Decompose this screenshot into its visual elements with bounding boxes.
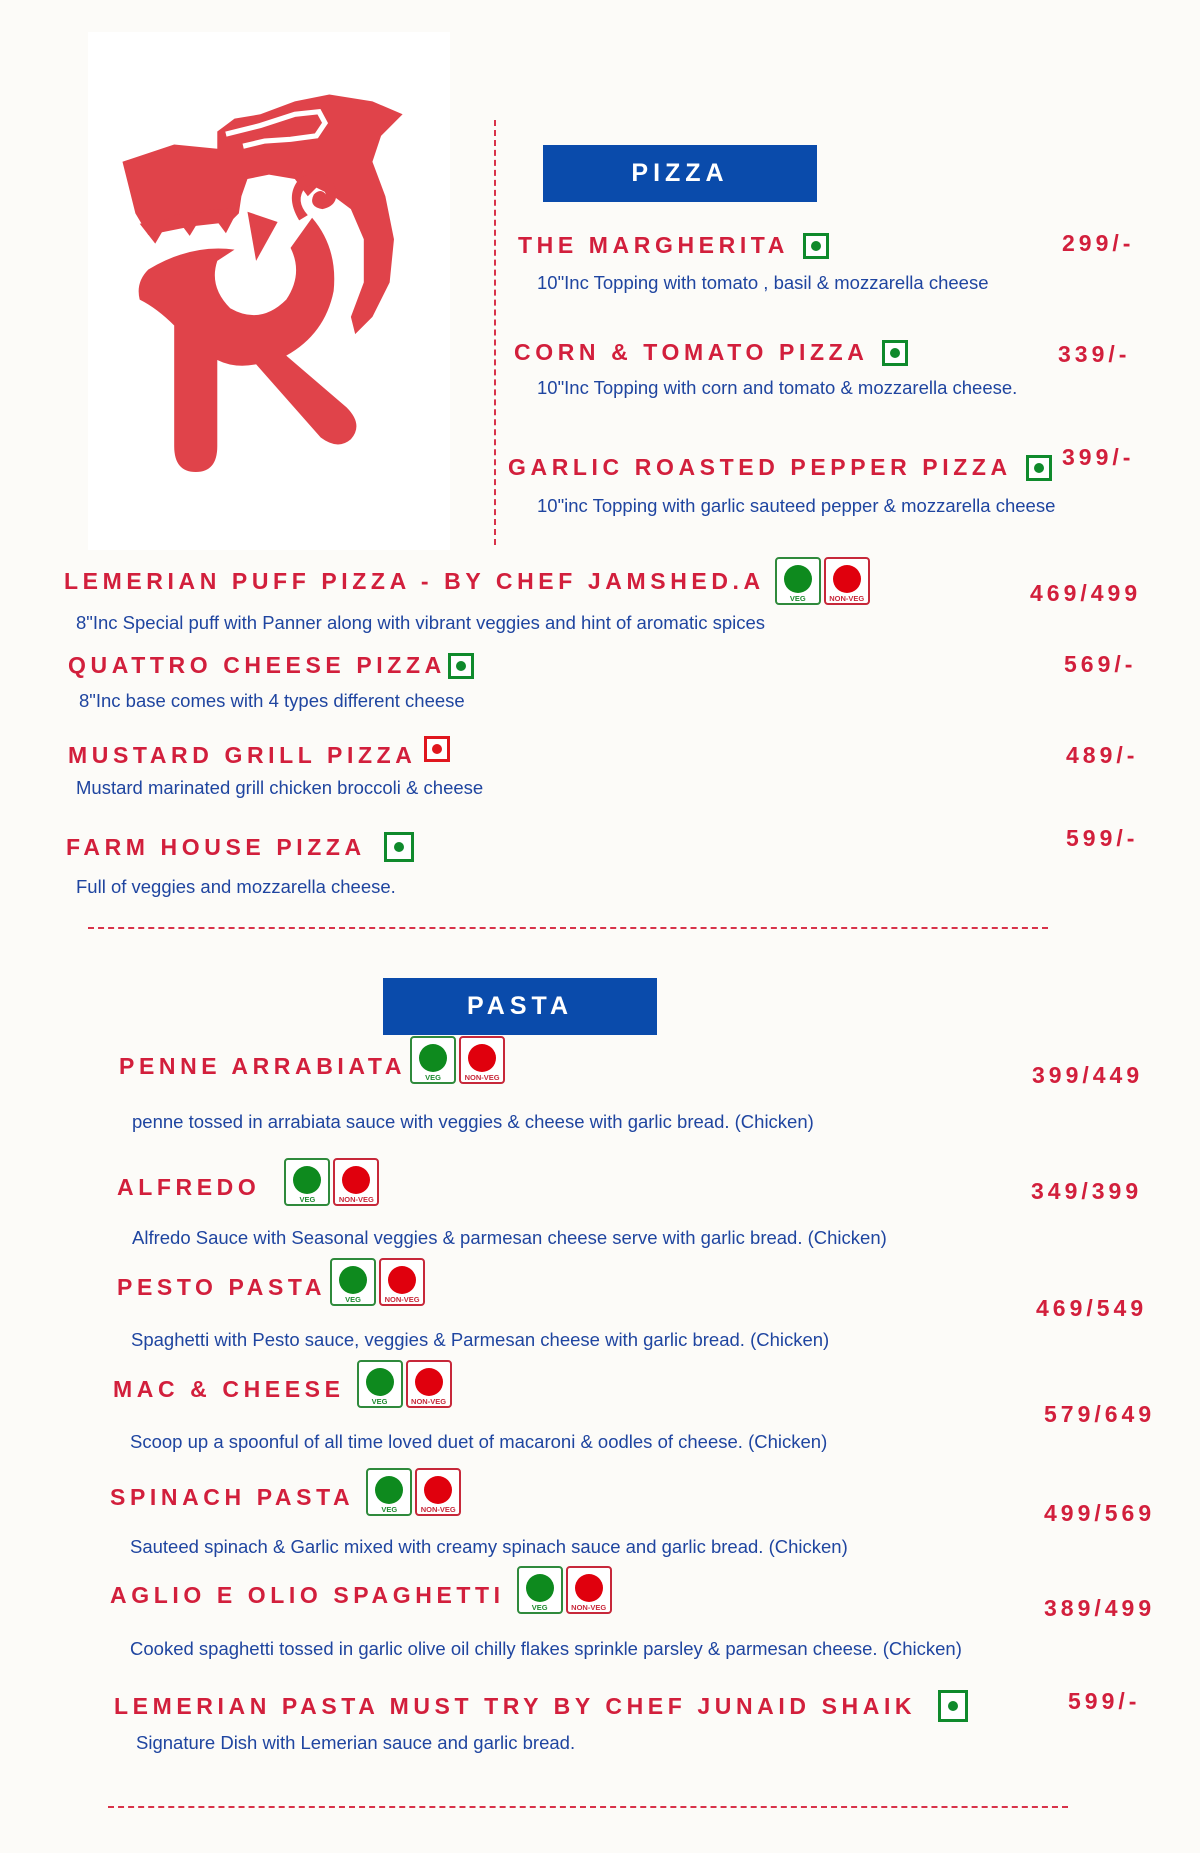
- lemerian-logo-icon: [88, 32, 450, 550]
- veg-badge-icon: VEG: [517, 1566, 563, 1614]
- menu-item-description: Signature Dish with Lemerian sauce and garlic bread.: [136, 1732, 576, 1753]
- veg-nonveg-badges: [775, 557, 870, 605]
- pizza-section-title: PIZZA: [631, 159, 729, 187]
- menu-item-price: 599/-: [1066, 825, 1139, 851]
- menu-item-price: 399/449: [1032, 1062, 1144, 1088]
- veg-icon: [448, 653, 474, 679]
- menu-item-name: CORN & TOMATO PIZZA: [514, 339, 908, 366]
- veg-badge-icon: VEG: [410, 1036, 456, 1084]
- menu-item-name: GARLIC ROASTED PEPPER PIZZA: [508, 454, 1052, 481]
- menu-item-name: THE MARGHERITA: [518, 232, 829, 259]
- menu-item-name: ALFREDO VEG NON-VEG: [117, 1168, 379, 1206]
- menu-item-price: 349/399: [1031, 1178, 1143, 1204]
- menu-item-description: Alfredo Sauce with Seasonal veggies & parmesan cheese serve with garlic bread. (Chicken): [132, 1227, 887, 1248]
- menu-item-description: Scoop up a spoonful of all time loved duet of macaroni & oodles of cheese. (Chicken): [130, 1431, 828, 1452]
- menu-item-name: LEMERIAN PASTA MUST TRY BY CHEF JUNAID SHAIK: [114, 1690, 968, 1722]
- menu-item-name: MUSTARD GRILL PIZZA: [68, 742, 450, 769]
- menu-item-name: PESTO PASTA VEG NON-VEG: [117, 1268, 425, 1306]
- nonveg-badge-icon: NON-VEG: [566, 1566, 612, 1614]
- menu-item-name: MAC & CHEESE VEG NON-VEG: [113, 1370, 452, 1408]
- veg-nonveg-badges: [410, 1036, 505, 1084]
- nonveg-badge-icon: NON-VEG: [406, 1360, 452, 1408]
- veg-nonveg-badges: [330, 1258, 425, 1306]
- pizza-section-header: [543, 145, 817, 202]
- menu-item-price: 299/-: [1062, 230, 1135, 256]
- veg-badge-icon: VEG: [330, 1258, 376, 1306]
- section-divider: [88, 927, 1048, 929]
- menu-item-description: penne tossed in arrabiata sauce with veggies & cheese with garlic bread. (Chicken): [132, 1111, 814, 1132]
- nonveg-badge-icon: NON-VEG: [333, 1158, 379, 1206]
- menu-item-name: LEMERIAN PUFF PIZZA - BY CHEF JAMSHED.A VEG NON-VEG: [64, 557, 870, 605]
- menu-item-price: 399/-: [1062, 444, 1135, 470]
- nonveg-badge-icon: NON-VEG: [379, 1258, 425, 1306]
- nonveg-badge-icon: NON-VEG: [415, 1468, 461, 1516]
- veg-badge-icon: VEG: [357, 1360, 403, 1408]
- nonveg-badge-icon: NON-VEG: [824, 557, 870, 605]
- section-divider: [108, 1806, 1068, 1808]
- menu-item-name: PENNE ARRABIATA VEG NON-VEG: [119, 1048, 505, 1084]
- veg-nonveg-badges: [284, 1158, 379, 1206]
- veg-icon: [938, 1690, 968, 1722]
- menu-item-price: 389/499: [1044, 1595, 1156, 1621]
- menu-item-price: 469/549: [1036, 1295, 1148, 1321]
- menu-item-description: 10"inc Topping with garlic sauteed pepper & mozzarella cheese: [537, 495, 1056, 516]
- logo-panel: [88, 32, 450, 550]
- veg-nonveg-badges: [357, 1360, 452, 1408]
- veg-badge-icon: VEG: [366, 1468, 412, 1516]
- vertical-divider: [494, 120, 496, 545]
- nonveg-icon: [424, 736, 450, 762]
- menu-item-price: 499/569: [1044, 1500, 1156, 1526]
- menu-item-description: 8"Inc base comes with 4 types different cheese: [79, 690, 465, 711]
- veg-badge-icon: VEG: [775, 557, 821, 605]
- menu-item-description: Mustard marinated grill chicken broccoli & cheese: [76, 777, 484, 798]
- menu-item-name: FARM HOUSE PIZZA: [66, 832, 414, 862]
- veg-icon: [384, 832, 414, 862]
- pasta-section-header: [383, 978, 657, 1035]
- menu-item-name: AGLIO E OLIO SPAGHETTI VEG NON-VEG: [110, 1576, 612, 1614]
- menu-item-description: 10"Inc Topping with corn and tomato & mozzarella cheese.: [537, 377, 1018, 398]
- veg-nonveg-badges: [366, 1468, 461, 1516]
- menu-item-price: 579/649: [1044, 1401, 1156, 1427]
- veg-icon: [803, 233, 829, 259]
- veg-icon: [882, 340, 908, 366]
- menu-item-description: 8"Inc Special puff with Panner along with vibrant veggies and hint of aromatic spices: [76, 612, 766, 633]
- pasta-section-title: PASTA: [466, 992, 574, 1020]
- veg-icon: [1026, 455, 1052, 481]
- veg-nonveg-badges: [517, 1566, 612, 1614]
- menu-item-description: Spaghetti with Pesto sauce, veggies & Parmesan cheese with garlic bread. (Chicken): [131, 1329, 830, 1350]
- menu-item-price: 599/-: [1068, 1688, 1141, 1714]
- menu-item-description: Sauteed spinach & Garlic mixed with creamy spinach sauce and garlic bread. (Chicken): [130, 1536, 848, 1557]
- menu-item-name: QUATTRO CHEESE PIZZA: [68, 652, 474, 679]
- veg-badge-icon: VEG: [284, 1158, 330, 1206]
- nonveg-badge-icon: NON-VEG: [459, 1036, 505, 1084]
- menu-item-price: 469/499: [1030, 580, 1142, 606]
- menu-item-description: 10"Inc Topping with tomato , basil & mozzarella cheese: [537, 272, 989, 293]
- menu-item-price: 569/-: [1064, 651, 1137, 677]
- menu-item-description: Full of veggies and mozzarella cheese.: [76, 876, 396, 897]
- menu-item-price: 339/-: [1058, 341, 1131, 367]
- menu-item-description: Cooked spaghetti tossed in garlic olive oil chilly flakes sprinkle parsley & parmesan cheese. (Chicken): [130, 1638, 962, 1659]
- menu-item-name: SPINACH PASTA VEG NON-VEG: [110, 1478, 461, 1516]
- menu-item-price: 489/-: [1066, 742, 1139, 768]
